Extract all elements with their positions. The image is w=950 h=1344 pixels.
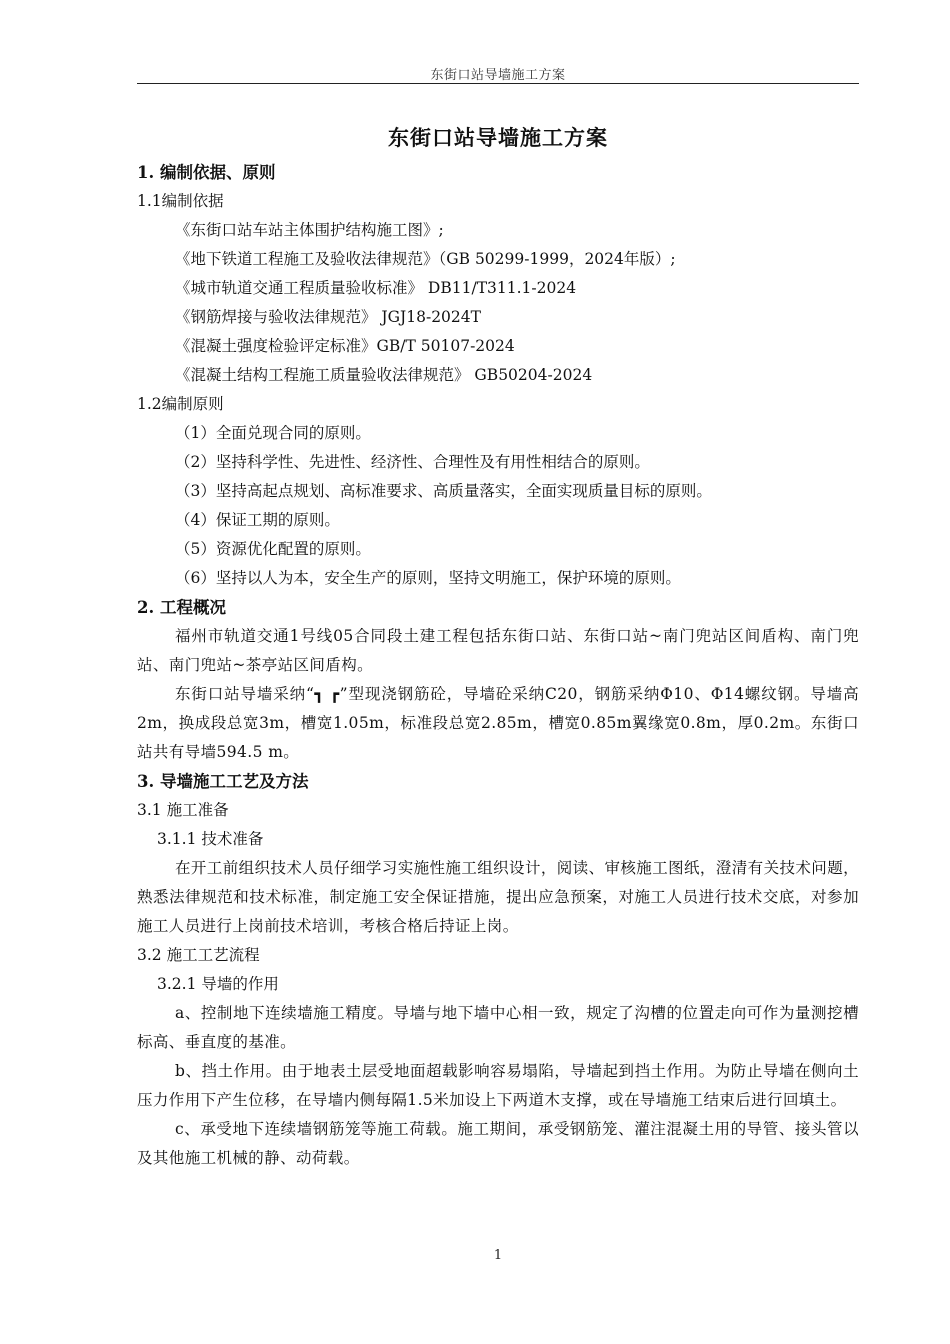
section-1-heading: 1. 编制依据、原则	[137, 163, 276, 182]
principle-item: （1）全面兑现合同的原则。	[175, 424, 371, 442]
section-3-heading: 3. 导墙施工工艺及方法	[137, 772, 309, 791]
section-3-2-1-heading: 3.2.1 导墙的作用	[157, 975, 279, 993]
section-1-1-heading: 1.1编制依据	[137, 192, 224, 210]
reference-item: 《钢筋焊接与验收法律规范》 JGJ18-2024T	[175, 308, 481, 326]
wall-function-paragraph: b、挡土作用。由于地表土层受地面超载影响容易塌陷，导墙起到挡土作用。为防止导墙在侧向土压力作用下产生位移，在导墙内侧每隔1.5米加设上下两道木支撑，或在导墙施工结束后进行回填土。	[137, 1062, 859, 1109]
reference-item: 《混凝土结构工程施工质量验收法律规范》 GB50204-2024	[175, 366, 593, 384]
reference-item: 《混凝土强度检验评定标准》GB/T 50107-2024	[175, 337, 515, 355]
section-1-2-heading: 1.2编制原则	[137, 395, 224, 413]
principle-item: （6）坚持以人为本，安全生产的原则，坚持文明施工，保护环境的原则。	[175, 569, 681, 587]
principle-item: （4）保证工期的原则。	[175, 511, 340, 529]
wall-function-paragraph: a、控制地下连续墙施工精度。导墙与地下墙中心相一致，规定了沟槽的位置走向可作为量测挖槽标高、垂直度的基准。	[137, 1004, 859, 1051]
principle-item: （2）坚持科学性、先进性、经济性、合理性及有用性相结合的原则。	[175, 453, 650, 471]
document-body	[137, 118, 859, 1173]
reference-item: 《东街口站车站主体围护结构施工图》;	[175, 221, 444, 239]
section-3-1-heading: 3.1 施工准备	[137, 801, 229, 819]
wall-function-paragraph: c、承受地下连续墙钢筋笼等施工荷载。施工期间，承受钢筋笼、灌注混凝土用的导管、接头管以及其他施工机械的静、动荷载。	[137, 1120, 859, 1167]
overview-paragraph: 东街口站导墙采纳“┓ ┏”型现浇钢筋砼，导墙砼采纳C20，钢筋采纳Φ10、Φ14螺纹钢。导墙高2m，换成段总宽3m，槽宽1.05m，标准段总宽2.85m，槽宽0.85m翼缘宽0.8m，厚0.2m。东街口站共有导墙594.5 m。	[137, 685, 859, 761]
running-header: 东街口站导墙施工方案	[430, 68, 566, 83]
section-2-heading: 2. 工程概况	[137, 598, 226, 617]
principle-item: （3）坚持高起点规划、高标准要求、高质量落实，全面实现质量目标的原则。	[175, 482, 712, 500]
section-3-2-heading: 3.2 施工工艺流程	[137, 946, 260, 964]
reference-item: 《城市轨道交通工程质量验收标准》 DB11/T311.1-2024	[175, 279, 577, 297]
page-number: 1	[493, 1248, 503, 1263]
overview-paragraph: 福州市轨道交通1号线05合同段土建工程包括东街口站、东街口站~南门兜站区间盾构、南门兜站、南门兜站~茶亭站区间盾构。	[137, 627, 859, 674]
document-title: 东街口站导墙施工方案	[388, 125, 608, 150]
header-rule	[137, 83, 859, 84]
principle-item: （5）资源优化配置的原则。	[175, 540, 371, 558]
section-3-1-1-heading: 3.1.1 技术准备	[157, 830, 264, 848]
reference-item: 《地下铁道工程施工及验收法律规范》（GB 50299-1999，2024年版）;	[175, 250, 676, 268]
technical-prep-paragraph: 在开工前组织技术人员仔细学习实施性施工组织设计，阅读、审核施工图纸，澄清有关技术问题，熟悉法律规范和技术标准，制定施工安全保证措施，提出应急预案，对施工人员进行技术交底，对参加施工人员进行上岗前技术培训，考核合格后持证上岗。	[137, 859, 859, 935]
